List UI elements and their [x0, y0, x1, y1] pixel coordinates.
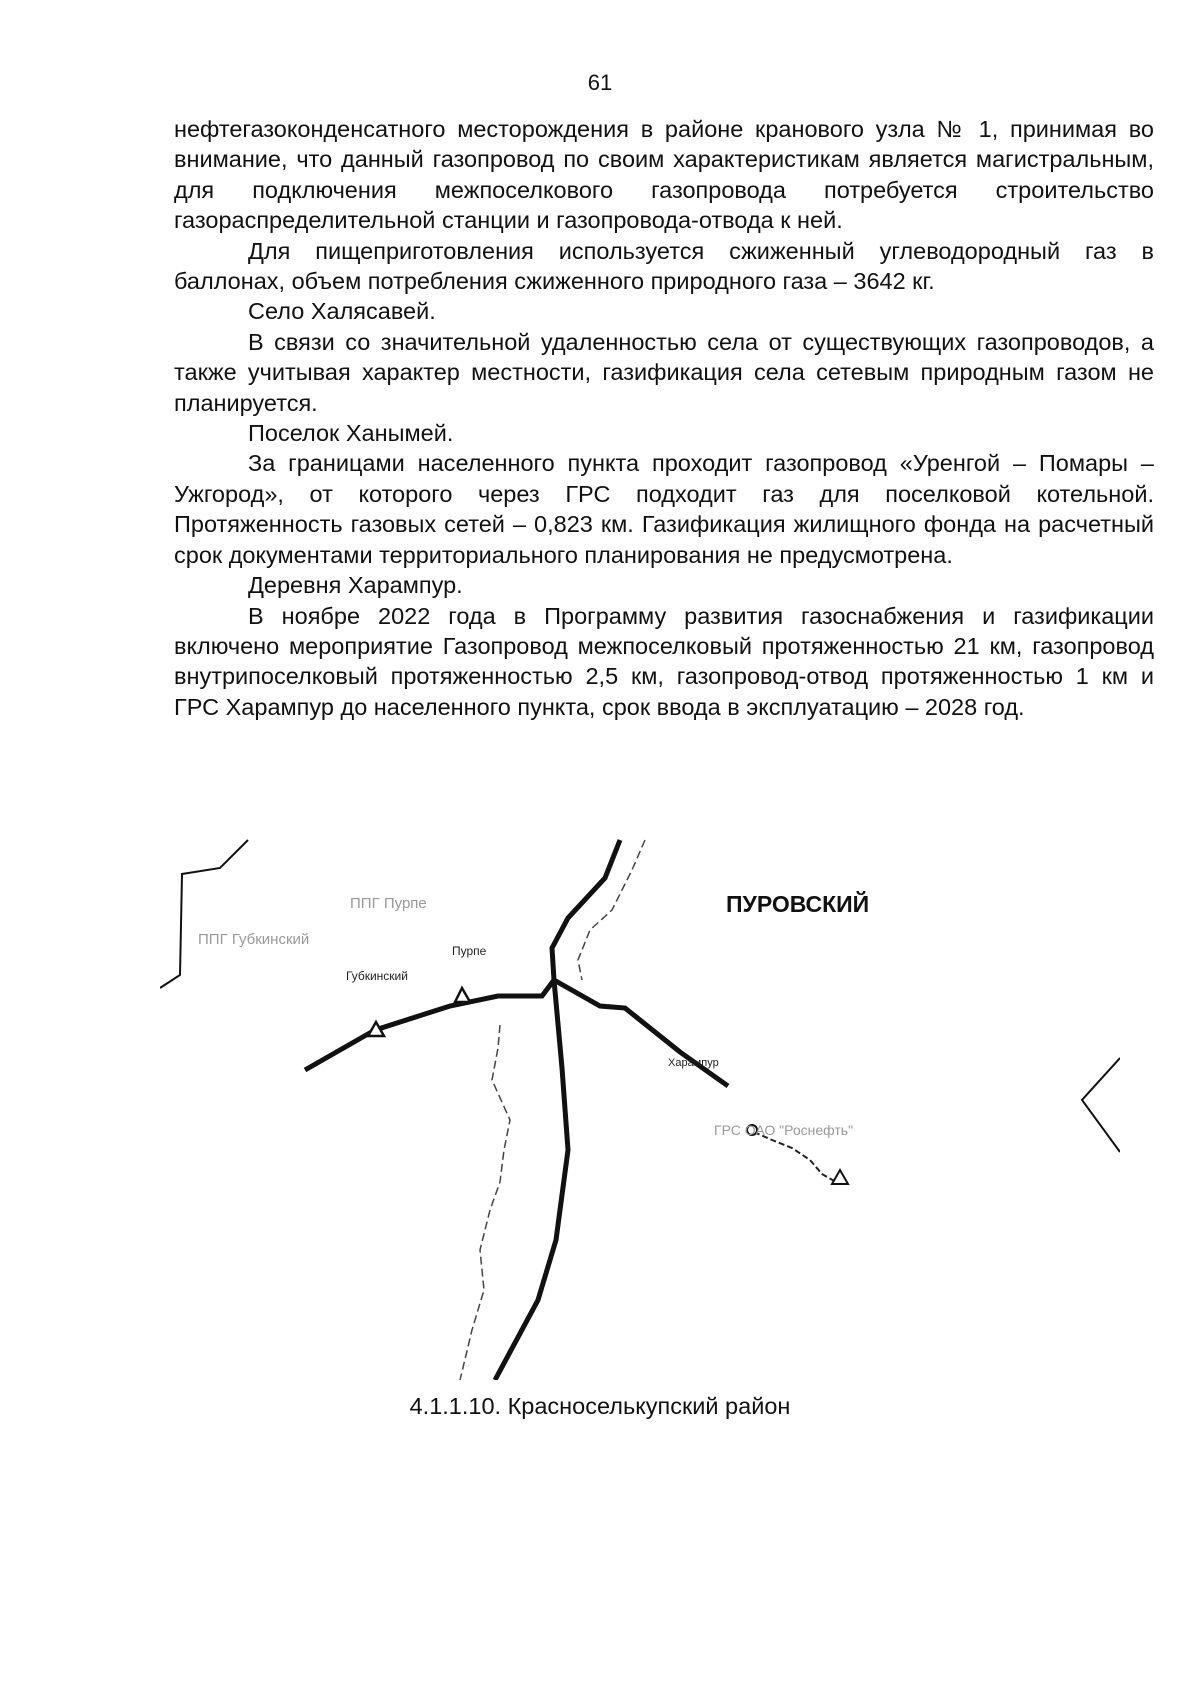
label-ppg-gubkinsky: ППГ Губкинский: [198, 931, 310, 948]
heading-khalyasavey: Село Халясавей.: [248, 298, 436, 325]
district-border-left: [160, 840, 248, 988]
ppg-purpe-triangle-icon: [455, 988, 470, 1002]
main-pipeline-west: [305, 980, 554, 1070]
page-number: 61: [587, 70, 613, 95]
label-district: ПУРОВСКИЙ: [726, 891, 870, 917]
main-pipeline-east: [554, 980, 728, 1086]
heading-khanymey: Поселок Ханымей.: [248, 420, 454, 447]
paragraph-kharampur: В ноябре 2022 года в Программу развития газоснабжения и газификации включено мероприятие Газопровод межпоселковый протяженностью 21 км, газопровод внутрипоселковый протяженностью 2,5 км, газопровод-отвод протяженностью 1 км и ГРС Харампур до населенного пункта, срок ввода в эксплуатацию – 2028 год.: [174, 602, 1154, 720]
dashed-pipeline-kharampur: [754, 1132, 836, 1182]
label-purpe: Пурпе: [452, 944, 487, 958]
main-pipeline-north: [552, 840, 620, 980]
label-grs-rosneft: ГРС ОАО "Роснефть": [714, 1122, 854, 1138]
main-pipeline-south: [495, 980, 568, 1380]
paragraph-khalyasavey: В связи со значительной удаленностью села от существующих газопроводов, а также учитывая характер местности, газификация села сетевым природным газом не планируется.: [174, 328, 1154, 416]
dashed-pipeline-south: [460, 1025, 510, 1380]
label-gubkinsky: Губкинский: [346, 969, 408, 983]
figure-caption: 4.1.1.10. Красноселькупский район: [409, 1393, 791, 1419]
label-ppg-purpe: ППГ Пурпе: [350, 895, 427, 912]
grs-rosneft-triangle-icon: [832, 1170, 848, 1184]
gas-pipeline-map: [160, 830, 1120, 1380]
district-border-right: [1082, 1058, 1120, 1152]
body-text: [174, 114, 1154, 722]
paragraph-continuation: нефтегазоконденсатного месторождения в районе кранового узла № 1, принимая во внимание, что данный газопровод по своим характеристикам является магистральным, для подключения межпоселкового газопровода потребуется строительство газораспределительной станции и газопровода-отвода к ней.: [174, 116, 1154, 234]
heading-kharampur: Деревня Харампур.: [248, 572, 463, 599]
label-kharampur: Харампур: [668, 1057, 719, 1069]
paragraph-lpg: Для пищеприготовления используется сжиженный углеводородный газ в баллонах, объем потребления сжиженного природного газа – 3642 кг.: [174, 237, 1154, 295]
paragraph-khanymey: За границами населенного пункта проходит газопровод «Уренгой – Помары – Ужгород», от которого через ГРС подходит газ для поселковой котельной. Протяженность газовых сетей – 0,823 км. Газификация жилищного фонда на расчетный срок документами территориального планирования не предусмотрена.: [174, 450, 1154, 568]
